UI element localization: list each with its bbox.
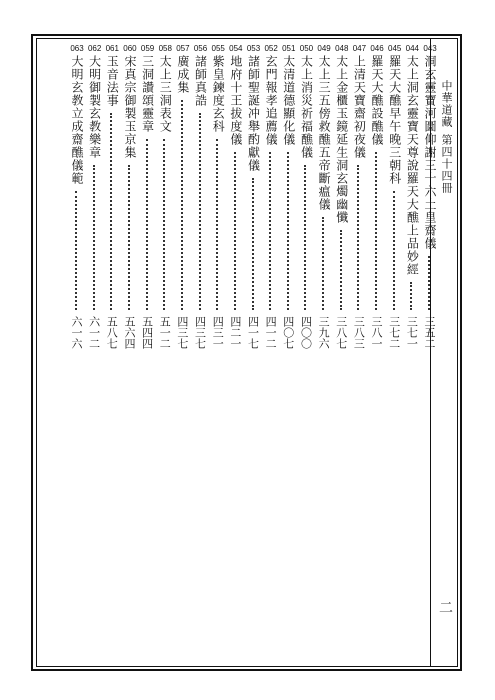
entry-page-number: 三九六	[317, 316, 331, 349]
entry-number: 049	[317, 44, 331, 53]
entry-number: 056	[193, 44, 208, 53]
entry-page-number: 三八一	[370, 316, 384, 349]
entry-page-number: 六一二	[87, 316, 101, 349]
entry-title: 廣成集	[175, 55, 190, 94]
entry-number: 053	[246, 44, 261, 53]
leader-dots	[269, 152, 273, 310]
toc-entry[interactable]	[192, 44, 210, 362]
leader-dots	[322, 217, 326, 310]
leader-dots	[199, 113, 203, 310]
entry-number: 045	[388, 44, 402, 53]
entry-title: 洞玄靈寶河圖仰謝三十六土皇齋儀	[423, 55, 437, 250]
leader-dots	[181, 100, 185, 310]
toc-entry[interactable]	[209, 44, 227, 362]
entry-number: 050	[299, 44, 314, 53]
entry-number: 043	[423, 44, 437, 53]
entry-page-number: 四一七	[246, 316, 260, 349]
toc-entry[interactable]	[174, 44, 192, 362]
entry-title: 太上金櫃玉鏡延生洞玄燭幽懺	[334, 55, 349, 224]
entry-page-number: 四〇〇	[299, 316, 313, 349]
toc-entry[interactable]	[421, 44, 439, 362]
entry-title: 紫皇鍊度玄科	[211, 55, 226, 133]
entry-page-number: 三七一	[405, 316, 419, 349]
leader-dots	[304, 165, 308, 310]
toc-entry[interactable]	[403, 44, 421, 362]
leader-dots	[216, 139, 220, 310]
leader-dots	[234, 152, 238, 310]
entry-title: 太上消災祈福醮儀	[299, 55, 314, 159]
toc-entry[interactable]	[280, 44, 298, 362]
entry-title: 上清天寶齋初夜儀	[352, 55, 367, 159]
entry-number: 048	[335, 44, 349, 53]
entry-page-number: 四〇七	[281, 316, 295, 349]
entry-title: 太上三五傍救醮五帝斷瘟儀	[317, 55, 332, 211]
entry-title: 太上三洞表文	[158, 55, 173, 133]
entry-page-number: 三七二	[387, 316, 401, 349]
folio-number: 二	[437, 600, 453, 614]
toc-entry[interactable]	[245, 44, 263, 362]
entry-number: 047	[352, 44, 367, 53]
entry-title: 宋真宗御製玉京集	[122, 55, 137, 159]
toc-entry[interactable]	[386, 44, 404, 362]
toc-entry[interactable]	[156, 44, 174, 362]
leader-dots	[428, 256, 432, 310]
toc-entry[interactable]	[227, 44, 245, 362]
leader-dots	[393, 191, 397, 310]
toc-entry[interactable]	[368, 44, 386, 362]
entry-number: 054	[229, 44, 243, 53]
entry-title: 太上洞玄靈寶天尊說羅天大醮上品妙經	[405, 55, 420, 276]
leader-dots	[146, 139, 150, 310]
entry-title: 玄門報孝追薦儀	[264, 55, 279, 146]
leader-dots	[357, 165, 361, 310]
entry-page-number: 五一二	[158, 316, 172, 349]
entry-title: 三洞讚頌靈章	[140, 55, 155, 133]
toc-entry[interactable]	[68, 44, 86, 362]
entry-title: 大明玄教立成齋醮儀範	[70, 55, 84, 185]
leader-dots	[75, 191, 79, 310]
leader-dots	[110, 113, 114, 310]
entry-title: 玉音法事	[105, 55, 120, 107]
entry-number: 060	[123, 44, 137, 53]
toc-entry[interactable]	[139, 44, 157, 362]
entry-page-number: 四三七	[175, 316, 189, 349]
entry-number: 046	[370, 44, 384, 53]
entry-number: 059	[140, 44, 155, 53]
toc-entry[interactable]	[103, 44, 121, 362]
leader-dots	[375, 152, 379, 310]
entry-number: 062	[87, 44, 102, 53]
entry-title: 羅天大醮早午晚三朝科	[387, 55, 402, 185]
entry-page-number: 三八三	[352, 316, 366, 349]
entry-page-number: 三八七	[334, 316, 348, 349]
leader-dots	[93, 165, 97, 310]
entry-title: 大明御製玄教樂章	[87, 55, 102, 159]
entry-page-number: 六一六	[70, 316, 83, 349]
entry-number: 058	[158, 44, 172, 53]
toc-entry[interactable]	[315, 44, 333, 362]
leader-dots	[128, 165, 132, 310]
entry-number: 052	[264, 44, 278, 53]
entry-page-number: 五四四	[140, 316, 154, 349]
entry-title: 地府十王拔度儀	[228, 55, 243, 146]
book-title: 中華道藏	[440, 80, 453, 128]
entry-number: 055	[211, 44, 225, 53]
toc-entry[interactable]	[297, 44, 315, 362]
leader-dots	[163, 139, 167, 310]
entry-page-number: 三五二	[423, 316, 436, 349]
leader-dots	[340, 230, 344, 310]
entry-page-number: 五八七	[105, 316, 119, 349]
entry-title: 諸師聖誕冲舉酌獻儀	[246, 55, 261, 172]
entry-number: 061	[105, 44, 119, 53]
toc-entry[interactable]	[333, 44, 351, 362]
entry-page-number: 四一二	[264, 316, 278, 349]
entry-title: 太清道德顯化儀	[281, 55, 296, 146]
entry-page-number: 四三七	[193, 316, 207, 349]
entry-number: 063	[70, 44, 84, 53]
leader-dots	[410, 282, 414, 310]
entry-number: 051	[282, 44, 296, 53]
toc-entry[interactable]	[262, 44, 280, 362]
entry-page-number: 五六四	[122, 316, 136, 349]
toc-entry[interactable]	[86, 44, 104, 362]
entry-title: 諸師真誥	[193, 55, 208, 107]
entry-number: 057	[176, 44, 190, 53]
volume-label: 第四十四冊	[440, 134, 453, 194]
toc-entry[interactable]	[350, 44, 368, 362]
entry-page-number: 四三一	[211, 316, 225, 349]
toc-entry[interactable]	[121, 44, 139, 362]
entry-title: 羅天大醮設醮儀	[370, 55, 385, 146]
entry-number: 044	[405, 44, 420, 53]
leader-dots	[252, 178, 256, 310]
entry-page-number: 四二一	[228, 316, 242, 349]
leader-dots	[287, 152, 291, 310]
